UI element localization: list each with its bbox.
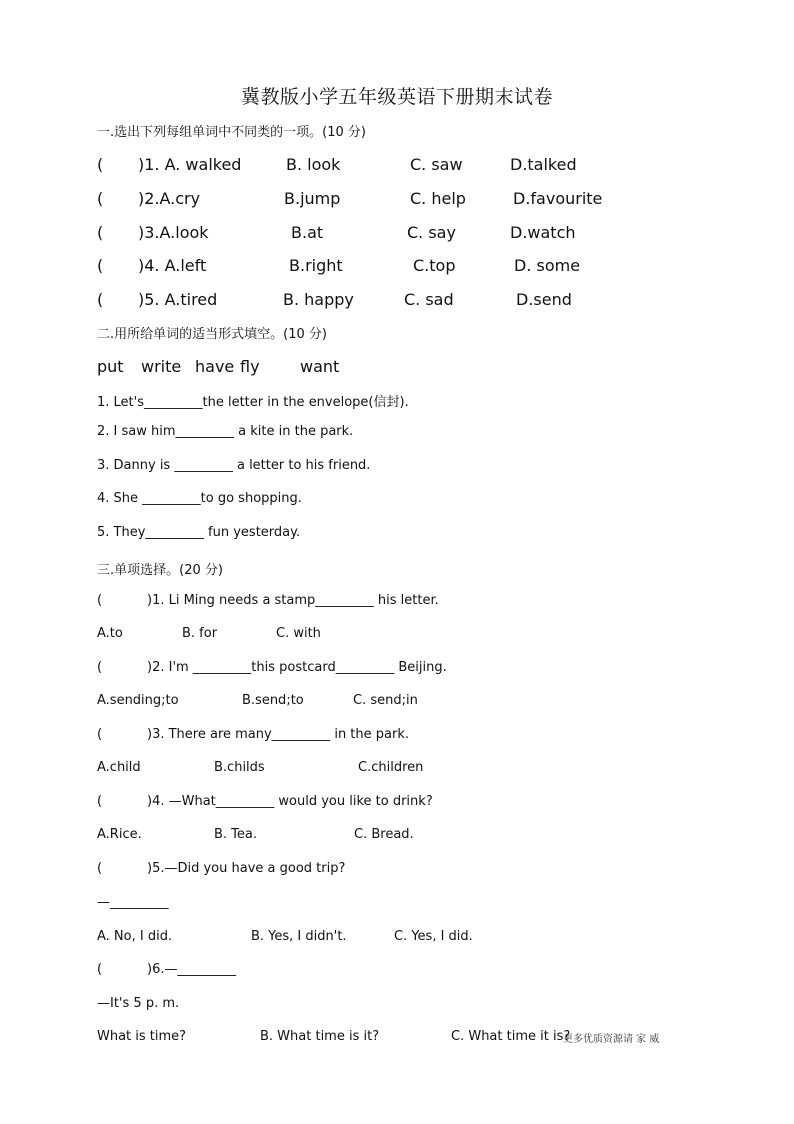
option-a: A.Rice. (97, 827, 142, 842)
option-b: B. Yes, I didn't. (251, 929, 347, 944)
option-b: B. Tea. (214, 827, 258, 842)
option-a: A.sending;to (97, 693, 179, 708)
option-a: A.to (97, 626, 123, 641)
answer-paren: ( (97, 962, 103, 977)
option-b: B.right (289, 256, 343, 275)
question-stem: )6.—_________ (147, 962, 236, 977)
option-a: )5. A.tired (138, 290, 218, 309)
word-bank-item: put (97, 357, 124, 376)
fill-blank-question: 3. Danny is _________ a letter to his friend. (97, 458, 371, 473)
option-c: C. with (276, 626, 321, 641)
option-c: C.children (358, 760, 424, 775)
option-d: D.talked (510, 155, 577, 174)
option-c: C. Bread. (354, 827, 414, 842)
question-stem: )5.—Did you have a good trip? (147, 861, 346, 876)
option-b: B.send;to (242, 693, 304, 708)
fill-blank-question: 4. She _________to go shopping. (97, 491, 302, 506)
fill-blank-question: 2. I saw him_________ a kite in the park. (97, 424, 354, 439)
section2-header: 二.用所给单词的适当形式填空。(10 分) (97, 327, 327, 342)
option-a: A.child (97, 760, 141, 775)
word-bank-item: write (141, 357, 182, 376)
word-bank-item: fly (240, 357, 260, 376)
option-b: B. for (182, 626, 218, 641)
answer-paren: ( (97, 189, 104, 208)
dialog-blank: —_________ (97, 895, 169, 910)
option-d: D.favourite (513, 189, 603, 208)
exam-title: 冀教版小学五年级英语下册期末试卷 (240, 86, 553, 108)
answer-paren: ( (97, 256, 104, 275)
option-c: C. Yes, I did. (394, 929, 473, 944)
option-c: C. saw (410, 155, 463, 174)
option-c: C. send;in (353, 693, 418, 708)
section3-header: 三.单项选择。(20 分) (97, 563, 223, 578)
option-b: B. happy (283, 290, 354, 309)
option-a: )2.A.cry (138, 189, 201, 208)
option-b: B. look (286, 155, 341, 174)
option-b: B.childs (214, 760, 265, 775)
option-c: C. sad (404, 290, 454, 309)
option-c: C.top (413, 256, 456, 275)
answer-paren: ( (97, 155, 104, 174)
question-stem: )4. —What_________ would you like to drink? (147, 794, 433, 809)
option-b: B.at (291, 223, 324, 242)
question-stem: )1. Li Ming needs a stamp_________ his letter. (147, 593, 439, 608)
answer-paren: ( (97, 727, 103, 742)
answer-paren: ( (97, 660, 103, 675)
section1-header: 一.选出下列每组单词中不同类的一项。(10 分) (97, 125, 366, 140)
answer-paren: ( (97, 290, 104, 309)
dialog-answer: —It's 5 p. m. (97, 996, 180, 1011)
word-bank-item: have (195, 357, 235, 376)
answer-paren: ( (97, 593, 103, 608)
option-a: )1. A. walked (138, 155, 242, 174)
fill-blank-question: 1. Let's_________the letter in the envelope(信封). (97, 395, 409, 410)
question-stem: )3. There are many_________ in the park. (147, 727, 409, 742)
option-b: B. What time is it? (260, 1029, 380, 1044)
option-c: C. What time it is? (451, 1029, 571, 1044)
fill-blank-question: 5. They_________ fun yesterday. (97, 525, 301, 540)
watermark-text: 更多优质资源请 家 威 (563, 1034, 660, 1045)
word-bank-item: want (300, 357, 340, 376)
option-d: D. some (514, 256, 581, 275)
option-a: What is time? (97, 1029, 187, 1044)
option-d: D.send (516, 290, 572, 309)
option-b: B.jump (284, 189, 341, 208)
option-a: A. No, I did. (97, 929, 173, 944)
option-a: )3.A.look (138, 223, 209, 242)
question-stem: )2. I'm _________this postcard_________ Beijing. (147, 660, 447, 675)
option-c: C. help (410, 189, 466, 208)
option-a: )4. A.left (138, 256, 207, 275)
answer-paren: ( (97, 223, 104, 242)
answer-paren: ( (97, 794, 103, 809)
answer-paren: ( (97, 861, 103, 876)
option-c: C. say (407, 223, 456, 242)
option-d: D.watch (510, 223, 576, 242)
